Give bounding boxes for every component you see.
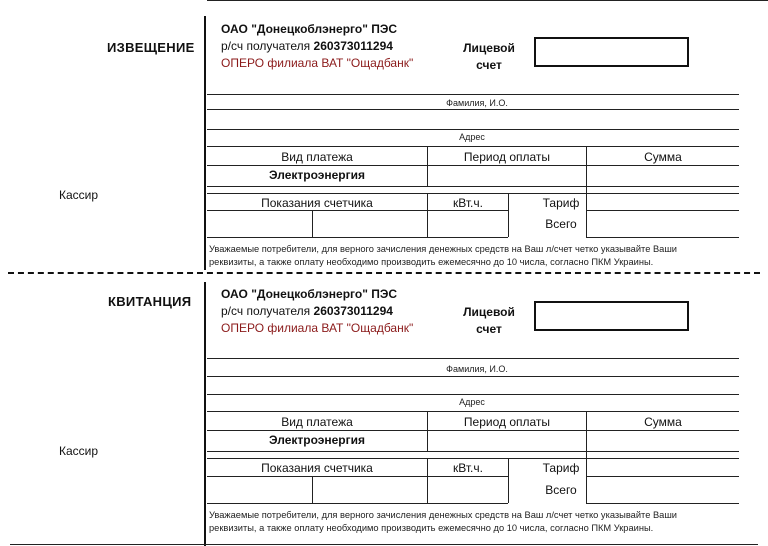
notice-line-5 — [207, 165, 739, 166]
notice-line-7 — [207, 193, 739, 194]
notice-account-number: 260373011294 — [313, 39, 393, 53]
notice-col-payment-type: Вид платежа — [281, 150, 353, 164]
receipt-line-2 — [207, 376, 739, 377]
receipt-line-7 — [207, 458, 739, 459]
notice-meter-readings: Показания счетчика — [261, 196, 373, 210]
receipt-col-period: Период оплаты — [463, 415, 551, 429]
receipt-line-8 — [207, 476, 508, 477]
receipt-line-5 — [207, 430, 739, 431]
receipt-bank-name: ОПЕРО филиала ВАТ "Ощадбанк" — [221, 321, 414, 335]
receipt-account-input[interactable] — [534, 301, 689, 331]
top-border — [207, 0, 768, 1]
receipt-org-name: ОАО "Донецкоблэнерго" ПЭС — [221, 287, 398, 301]
receipt-address-label: Адрес — [459, 397, 485, 407]
left-divider-notice — [204, 16, 206, 270]
receipt-line-10 — [207, 503, 508, 504]
receipt-surname-label: Фамилия, И.О. — [446, 364, 508, 374]
notice-col-sum: Сумма — [644, 150, 682, 164]
bottom-border — [10, 544, 758, 545]
receipt-col-payment-type: Вид платежа — [281, 415, 353, 429]
receipt-meter-readings: Показания счетчика — [261, 461, 373, 475]
notice-account-prefix: р/сч получателя — [221, 39, 314, 53]
notice-vline-5 — [586, 186, 587, 237]
receipt-org-account — [221, 303, 413, 320]
notice-note-line-2: реквизиты, а также оплату необходимо производить ежемесячно до 10 числа, согласно ПКМ Украины. — [209, 257, 654, 267]
notice-bank-name: ОПЕРО филиала ВАТ "Ощадбанк" — [221, 56, 414, 70]
receipt-kwh: кВт.ч. — [453, 461, 483, 475]
receipt-account-prefix: р/сч получателя — [221, 304, 314, 318]
receipt-line-9 — [586, 476, 739, 477]
notice-line-1 — [207, 94, 739, 95]
notice-tariff: Тариф — [542, 196, 580, 210]
notice-line-2 — [207, 109, 739, 110]
notice-total: Всего — [545, 217, 577, 231]
notice-address-label: Адрес — [459, 132, 485, 142]
receipt-note-line-2: реквизиты, а также оплату необходимо производить ежемесячно до 10 числа, согласно ПКМ Украины. — [209, 523, 654, 533]
receipt-total: Всего — [545, 483, 577, 497]
receipt-account-label-1: Лицевой — [463, 305, 515, 319]
notice-line-11 — [586, 237, 739, 238]
notice-service: Электроэнергия — [268, 168, 366, 182]
receipt-line-3 — [207, 394, 739, 395]
receipt-org-block — [221, 286, 413, 337]
receipt-vline-4 — [508, 458, 509, 503]
receipt-note-line-1: Уважаемые потребители, для верного зачисления денежных средств на Ваш л/счет четко указывайте Ваши — [209, 510, 677, 520]
notice-org-name: ОАО "Донецкоблэнерго" ПЭС — [221, 22, 398, 36]
receipt-account-label-2: счет — [476, 322, 502, 336]
notice-account-label-1: Лицевой — [463, 41, 515, 55]
notice-line-6 — [207, 186, 739, 187]
receipt-vline-6 — [312, 476, 313, 503]
notice-line-8 — [207, 210, 508, 211]
receipt-tariff: Тариф — [542, 461, 580, 475]
receipt-service: Электроэнергия — [268, 433, 366, 447]
receipt-col-sum: Сумма — [644, 415, 682, 429]
receipt-line-11 — [586, 503, 739, 504]
receipt-line-1 — [207, 358, 739, 359]
notice-note-line-1: Уважаемые потребители, для верного зачисления денежных средств на Ваш л/счет четко указывайте Ваши — [209, 244, 677, 254]
notice-account-label-2: счет — [476, 58, 502, 72]
left-divider-receipt — [204, 282, 206, 546]
receipt-vline-5 — [586, 451, 587, 503]
notice-kwh: кВт.ч. — [453, 196, 483, 210]
notice-org-account — [221, 38, 413, 55]
notice-col-period: Период оплаты — [463, 150, 551, 164]
receipt-line-6 — [207, 451, 739, 452]
notice-line-4 — [207, 146, 739, 147]
receipt-title: КВИТАНЦИЯ — [108, 294, 192, 309]
notice-cashier-label: Кассир — [59, 188, 99, 202]
receipt-account-label — [452, 304, 526, 338]
notice-surname-label: Фамилия, И.О. — [446, 98, 508, 108]
notice-title: ИЗВЕЩЕНИЕ — [107, 40, 195, 55]
notice-vline-6 — [312, 210, 313, 237]
notice-account-label — [452, 40, 526, 74]
notice-line-9 — [586, 210, 739, 211]
notice-line-3 — [207, 129, 739, 130]
receipt-note — [209, 509, 761, 535]
notice-note — [209, 243, 761, 269]
cut-line — [8, 272, 760, 274]
receipt-line-4 — [207, 411, 739, 412]
notice-account-input[interactable] — [534, 37, 689, 67]
receipt-cashier-label: Кассир — [59, 444, 99, 458]
notice-line-10 — [207, 237, 508, 238]
notice-vline-4 — [508, 193, 509, 237]
receipt-account-number: 260373011294 — [313, 304, 393, 318]
notice-org-block — [221, 21, 413, 72]
